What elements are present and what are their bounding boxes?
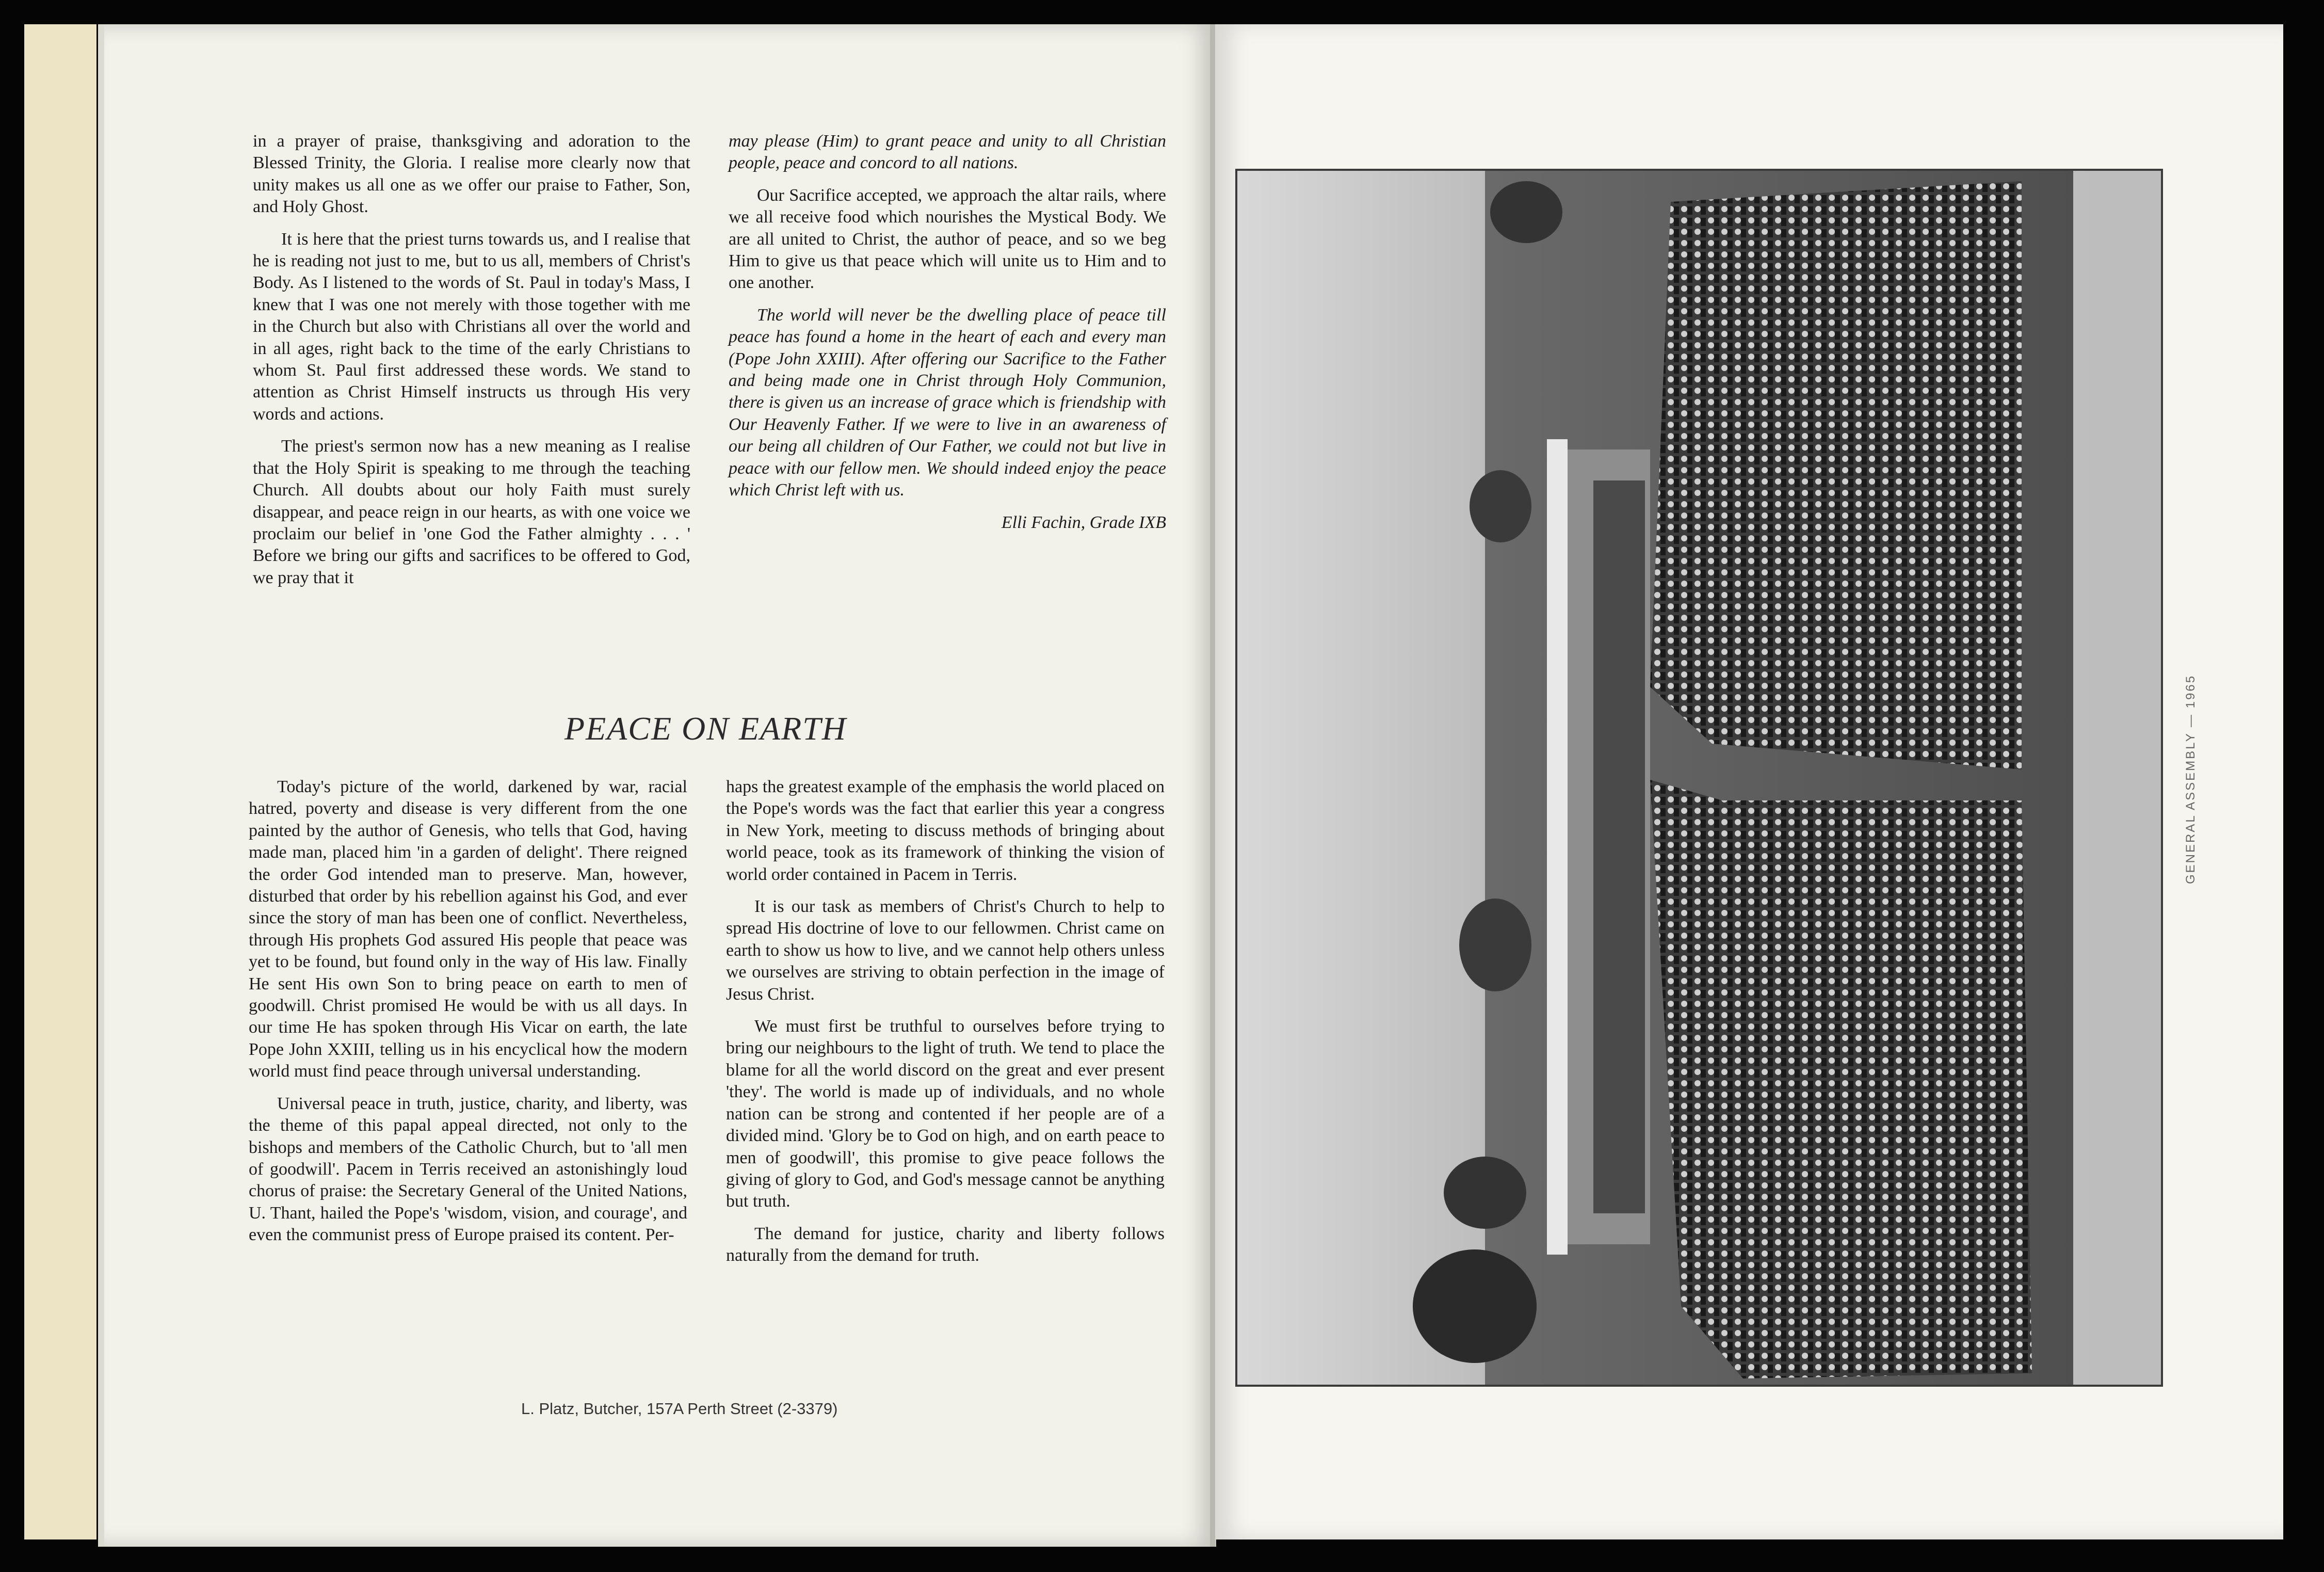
building-windows: [1593, 480, 1645, 1213]
book-gutter: [1210, 24, 1215, 1547]
paragraph: The priest's sermon now has a new meaning as I realise that the Holy Spirit is speaking to me through the teaching Church. All doubts about our holy Faith must surely disappear, and peace reign in our hearts, as with one voice we proclaim our belief in 'one God the Father almighty . . . ' Before we bring our gifts and sacrifices to be offered to God, we pray that it: [253, 437, 690, 587]
top-column-1: [253, 131, 690, 599]
paragraph: Today's picture of the world, darkened by war, racial hatred, poverty and disease is very different from the one painted by the author of Genesis, who tells that God, having made man, placed him 'in a garden of delight'. There reigned the order God intended man to preserve. Man, however, disturbed that order by his rebellion against his God, and ever since the story of man has been one of conflict. Nevertheless, through His prophets God assured His people that peace was yet to be found, but found only in the way of His law. Finally He sent His own Son to bring peace on earth to men of goodwill. Christ promised He would be with us all days. In our time He has spoken through His Vicar on earth, the late Pope John XXIII, telling us in his encyclical how the modern world must find peace through universal understanding.: [249, 777, 687, 1081]
paragraph: It is here that the priest turns towards us, and I realise that he is reading not just to me, but to us all, members of Christ's Body. As I listened to the words of St. Paul in today's Mass, I knew that I was one not merely with those together with me in the Church but also with Christians all over the world and in all ages, right back to the time of the early Christians to whom St. Paul first addressed these words. We stand to attention as Christ Himself instructs us through His very words and actions.: [253, 229, 690, 424]
author-signature: Elli Fachin, Grade IXB: [1001, 512, 1166, 532]
tree: [1444, 1157, 1526, 1229]
building-roof: [1547, 439, 1568, 1255]
paragraph: haps the greatest example of the emphasis the world placed on the Pope's words was the fact that earlier this year a congress in New York, meeting to discuss methods of bringing about world peace, took as its framework of thinking the vision of world order contained in Pacem in Terris.: [726, 777, 1165, 884]
group-photograph: [1235, 169, 2163, 1387]
running-header: GENERAL ASSEMBLY — 1965: [2184, 674, 2198, 885]
paragraph: The world will never be the dwelling place of peace till peace has found a home in the heart of each and every man (Pope John XXIII). After offering our Sacrifice to the Father and being made one in Christ through Holy Communion, there is given us an increase of grace which is friendship with Our Heavenly Father. If we were to live in an awareness of our being all children of Our Father, we could not but live in peace with our fellow men. We should indeed enjoy the peace which Christ left with us.: [729, 305, 1166, 500]
article-title: PEACE ON EARTH: [564, 710, 847, 747]
awning: [2073, 171, 2161, 1385]
bottom-column-2: [726, 776, 1165, 1277]
tree: [1470, 470, 1531, 542]
tree: [1490, 181, 1562, 243]
cover-edge: [24, 24, 96, 1539]
tree: [1413, 1249, 1537, 1363]
students-group: [1650, 780, 2032, 1378]
paragraph: It is our task as members of Christ's Church to help to spread His doctrine of love to our fellowmen. Christ came on earth to show us how to live, and we cannot help others unless we ourselves are striving to obtain perfection in the image of Jesus Christ.: [726, 897, 1165, 1004]
bottom-column-1: [249, 776, 687, 1257]
paragraph: may please (Him) to grant peace and unity to all Christian people, peace and concord to all nations.: [729, 132, 1166, 173]
students-group: [1650, 181, 2022, 769]
paragraph: in a prayer of praise, thanksgiving and adoration to the Blessed Trinity, the Gloria. I realise more clearly now that unity makes us all one as we offer our praise to Father, Son, and Holy Ghost.: [253, 132, 690, 217]
paragraph: We must first be truthful to ourselves before trying to bring our neighbours to the light of truth. We tend to place the blame for all the world discord on the great and ever present 'they'. The world is made up of individuals, and no whole nation can be strong and contented if her people are of a divided mind. 'Glory be to God on high, and on earth peace to men of goodwill', this promise to give peace follows the giving of glory to God, and God's message cannot be anything but truth.: [726, 1017, 1165, 1211]
top-column-2: [729, 131, 1166, 544]
tree: [1459, 899, 1531, 991]
paragraph: Our Sacrifice accepted, we approach the altar rails, where we all receive food which nourishes the Mystical Body. We are all united to Christ, the author of peace, and so we beg Him to give us that peace which will unite us to Him and to one another.: [729, 185, 1166, 293]
advertisement-footer: L. Platz, Butcher, 157A Perth Street (2-3379): [521, 1400, 838, 1418]
paragraph: Universal peace in truth, justice, charity, and liberty, was the theme of this papal appeal directed, not only to the bishops and members of the Catholic Church, but to 'all men of goodwill'. Pacem in Terris received an astonishingly loud chorus of praise: the Secretary General of the United Nations, U. Thant, hailed the Pope's 'wisdom, vision, and courage', and even the communist press of Europe praised its content. Per-: [249, 1094, 687, 1245]
paragraph: The demand for justice, charity and liberty follows naturally from the demand for truth.: [726, 1224, 1165, 1265]
